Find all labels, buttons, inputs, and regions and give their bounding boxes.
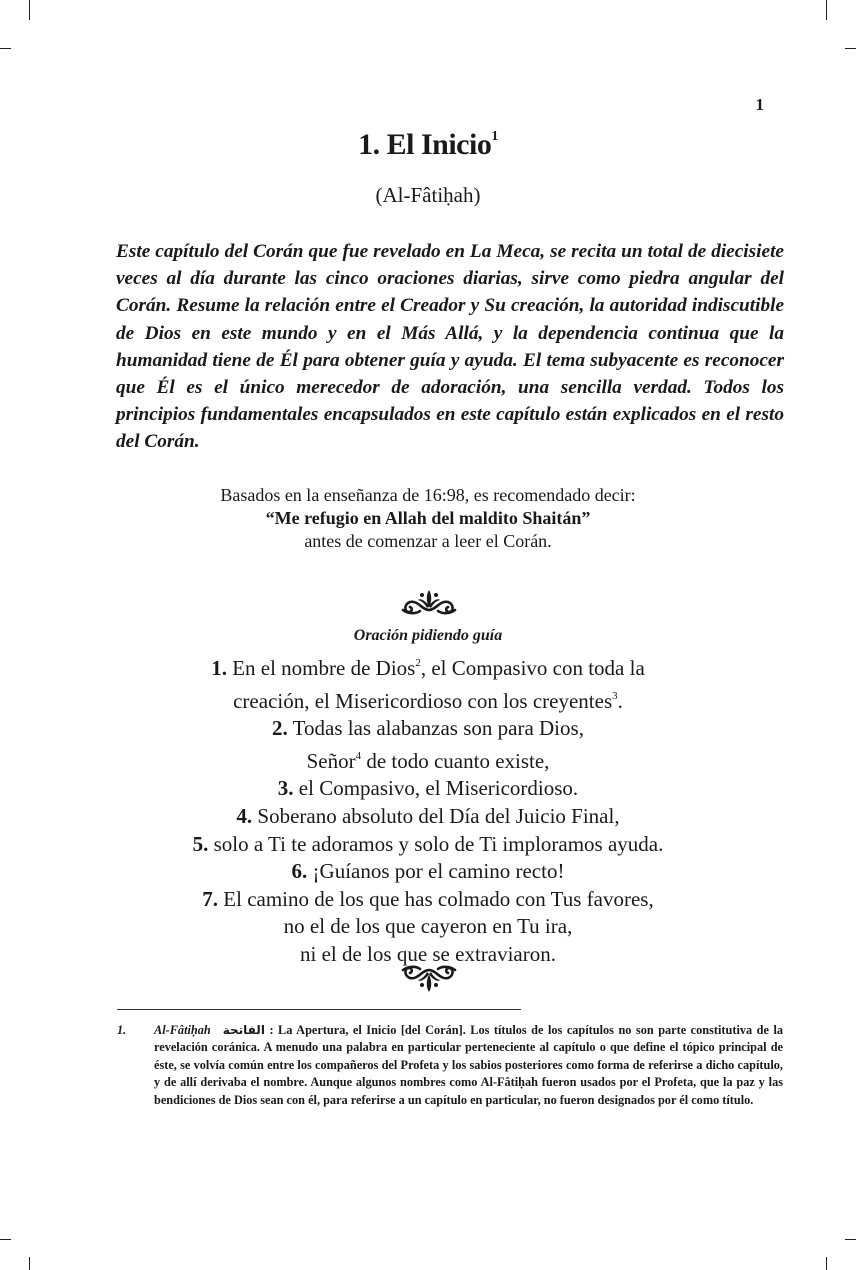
footnote-ref[interactable]: 1 <box>491 129 498 144</box>
verse-number: 6. <box>291 859 308 884</box>
footnote-ref[interactable]: 2 <box>415 657 421 669</box>
crop-mark <box>29 1257 30 1270</box>
crop-mark <box>0 1239 11 1240</box>
footnote-ref[interactable]: 3 <box>612 689 618 702</box>
footnote-separator <box>117 1009 521 1010</box>
verse-text: ¡Guíanos por el camino recto! <box>307 859 565 884</box>
verse-line <box>0 803 856 831</box>
verse-text: ni el de los que se extraviaron. <box>300 941 556 966</box>
verse-text: creación, el Misericordioso con los creyentes <box>233 688 613 713</box>
verse-number: 3. <box>277 776 294 801</box>
verse-number: 2. <box>272 716 288 741</box>
crop-mark <box>826 1257 827 1270</box>
verse-line <box>0 683 856 716</box>
verse-text: Todas las alabanzas son para Dios, <box>287 716 584 741</box>
chapter-subtitle: (Al-Fâtiḥah) <box>375 183 481 207</box>
recitation-note <box>0 484 856 553</box>
verse-text: En el nombre de Dios <box>226 656 416 680</box>
footnote-text: : La Apertura, el Inicio [del Corán]. Los títulos de los capítulos no son parte constitutiva de la revelación coránica. A menudo una palabra en particular perteneciente al capítulo o que define el tópico principal de éste, se volvía común entre los compañeros del Profeta y los sabios posteriores como forma de referirse a dicho capítulo, y de allí derivaba el nombre. Aunque algunos nombres como Al-Fâtiḥah fueron usados por el Profeta, que la paz y las bendiciones de Dios sean con él, para referirse a un capítulo en particular, no fueron designados por él como título. <box>154 1023 784 1107</box>
recitation-note-line: Basados en la enseñanza de 16:98, es recomendado decir: <box>220 485 636 505</box>
footnote <box>117 1022 783 1109</box>
verse-line <box>0 775 856 803</box>
footnote-term: Al-Fâtiḥah <box>154 1023 211 1037</box>
footnote-arabic: الفاتحة <box>222 1023 265 1037</box>
footnote-ref[interactable]: 4 <box>355 749 362 762</box>
crop-mark <box>29 0 30 20</box>
verse-text: . <box>617 688 623 713</box>
verse-line <box>0 886 856 914</box>
recitation-note-line: antes de comenzar a leer el Corán. <box>304 531 552 551</box>
chapter-introduction: Este capítulo del Corán que fue revelado en La Meca, se recita un total de diecisiete veces al día durante las cinco oraciones diarias, sirve como piedra angular del Corán. Resume la relación entre el Creador y Su creación, la autoridad indiscutible de Dios en este mundo y en el Más Allá, y la dependencia continua que la humanidad tiene de Él para obtener guía y ayuda. El tema subyacente es reconocer que Él es el único merecedor de adoración, una sencilla verdad. Todos los principios fundamentales encapsulados en este capítulo están explicados en el resto del Corán. <box>116 241 784 453</box>
fleuron-ornament-icon <box>398 962 460 994</box>
verse-line <box>0 650 856 683</box>
verse-number: 1. <box>211 656 227 680</box>
verse-text: El camino de los que has colmado con Tus favores, <box>218 886 654 911</box>
chapter-title <box>0 128 856 162</box>
verse-line <box>0 715 856 743</box>
verse-text: el Compasivo, el Misericordioso. <box>293 776 579 801</box>
verse-text: solo a Ti te adoramos y solo de Ti imploramos ayuda. <box>208 831 664 856</box>
fleuron-ornament-icon <box>398 586 460 618</box>
prayer-heading: Oración pidiendo guía <box>353 627 503 644</box>
verse-number: 4. <box>236 803 253 828</box>
footnote-number: 1. <box>117 1023 127 1037</box>
verse-list <box>0 650 856 969</box>
crop-mark <box>826 0 827 20</box>
crop-mark <box>0 48 11 49</box>
verse-line <box>0 858 856 886</box>
verse-line <box>0 743 856 776</box>
verse-text: Señor <box>306 748 356 773</box>
chapter-title-text: 1. El Inicio <box>358 128 492 161</box>
crop-mark <box>845 1239 856 1240</box>
verse-line <box>0 831 856 859</box>
refuge-quote: “Me refugio en Allah del maldito Shaitán” <box>265 508 591 528</box>
page-number: 1 <box>755 95 764 114</box>
verse-text: no el de los que cayeron en Tu ira, <box>283 914 573 939</box>
verse-text: Soberano absoluto del Día del Juicio Final, <box>252 803 620 828</box>
verse-text: , el Compasivo con toda la <box>420 656 645 680</box>
verse-number: 5. <box>192 831 209 856</box>
verse-line <box>0 913 856 941</box>
footnote-body <box>154 1022 783 1109</box>
verse-text: de todo cuanto existe, <box>361 748 550 773</box>
verse-number: 7. <box>202 886 219 911</box>
crop-mark <box>845 48 856 49</box>
